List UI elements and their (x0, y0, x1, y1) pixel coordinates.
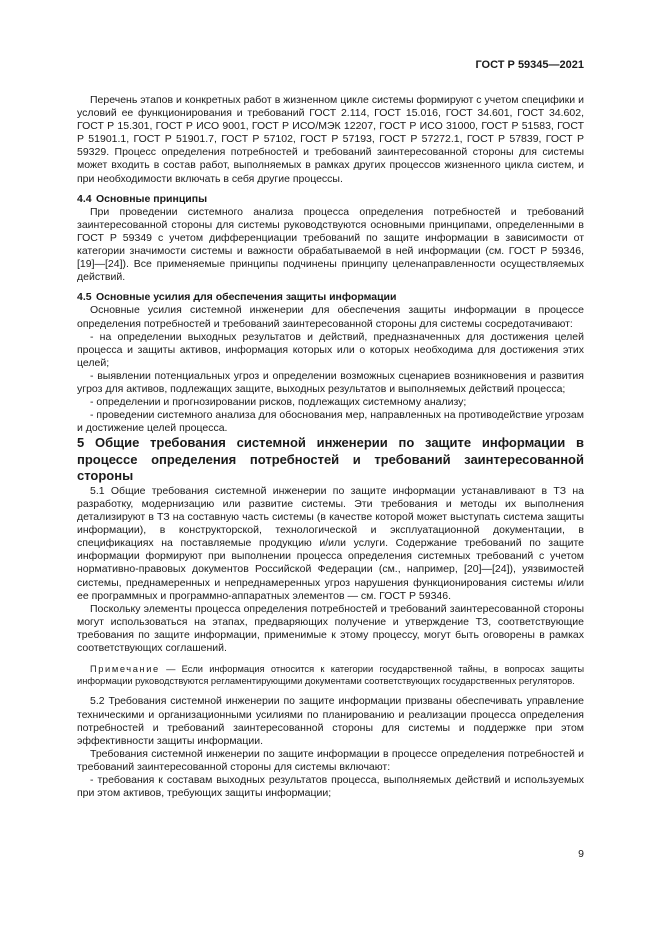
subsection-heading-4-4 (77, 193, 584, 206)
paragraph: 5.2 Требования системной инженерии по защите информации призваны обеспечивать управление техническими и организационными усилиями по планированию и реализации процесса определения потребностей и требований заинтересованной стороны для системы и поддержке при этом эффективности защиты информации. (77, 695, 584, 747)
paragraph: 5.1 Общие требования системной инженерии по защите информации устанавливают в ТЗ на разработку, модернизацию или развитие системы. Эти требования и методы их выполнения детализируют в ТЗ на составную часть системы (в качестве которой может выступать система защиты информации), в конструкторской, технологической и эксплуатационной документации, в спецификациях на поставляемые продукцию и/или услуги. Содержание требований по защите информации формируют при выполнении процесса определения системных требований с учетом нормативно-правовых документов Российской Федерации (см., например, [20]—[24]), уязвимостей системы, преднамеренных и непреднамеренных угроз нарушения функционирования системы и/или ее программных и программно-аппаратных элементов — см. ГОСТ Р 59346. (77, 484, 584, 602)
paragraph: Основные усилия системной инженерии для обеспечения защиты информации в процессе определения потребностей и требований заинтересованной стороны для системы сосредотачивают: (77, 304, 584, 330)
subsection-title: Основные усилия для обеспечения защиты информации (96, 291, 397, 304)
subsection-title: Основные принципы (96, 192, 208, 205)
note-label: Примечание (90, 664, 160, 675)
note (77, 663, 584, 687)
page-number: 9 (578, 848, 584, 860)
note-text: — Если информация относится к категории государственной тайны, в вопросах защиты информации руководствуются регламентирующими документами соответствующих государственных регуляторов. (77, 664, 584, 687)
subsection-heading-4-5 (77, 291, 584, 304)
document-body (77, 94, 584, 800)
section-heading-5: 5 Общие требования системной инженерии по защите информации в процессе определения потребностей и требований заинтересованной стороны (77, 435, 584, 484)
paragraph: Перечень этапов и конкретных работ в жизненном цикле системы формируют с учетом специфики и условий ее функционирования и требований ГОСТ 2.114, ГОСТ 15.016, ГОСТ 34.601, ГОСТ 34.602, ГОСТ Р 15.301, ГОСТ Р ИСО 9001, ГОСТ Р ИСО/МЭК 12207, ГОСТ Р ИСО 31000, ГОСТ Р 51583, ГОСТ Р 51901.1, ГОСТ Р 51901.7, ГОСТ Р 57102, ГОСТ Р 57193, ГОСТ Р 57272.1, ГОСТ Р 57839, ГОСТ Р 59329. Процесс определения потребностей и требований заинтересованной стороны для системы может входить в состав работ, выполняемых в рамках других процессов жизненного цикла систем, и при необходимости включать в себя другие процессы. (77, 94, 584, 185)
list-item: - выявлении потенциальных угроз и определении возможных сценариев возникновения и развития угроз для активов, подлежащих защите, выходных результатов и выполняемых действий процесса; (77, 369, 584, 395)
paragraph: Поскольку элементы процесса определения потребностей и требований заинтересованной стороны могут использоваться на этапах, предваряющих получение и утверждение ТЗ, соответствующие требования по защите информации, применимые к этому процессу, могут быть оговорены в рамках соответствующих соглашений. (77, 602, 584, 654)
list-item: - требования к составам выходных результатов процесса, выполняемых действий и используемых при этом активов, требующих защиты информации; (77, 774, 584, 800)
subsection-number: 4.5 (77, 291, 92, 304)
subsection-number: 4.4 (77, 192, 92, 205)
list-item: - на определении выходных результатов и действий, предназначенных для достижения целей процесса и защиты активов, информация которых или о которых необходима для достижения этих целей; (77, 330, 584, 369)
paragraph: Требования системной инженерии по защите информации в процессе определения потребностей и требований заинтересованной стороны для системы включают: (77, 747, 584, 773)
document-id-header: ГОСТ Р 59345—2021 (475, 59, 584, 71)
list-item: - определении и прогнозировании рисков, подлежащих системному анализу; (90, 396, 467, 409)
list-item: - проведении системного анализа для обоснования мер, направленных на противодействие угрозам и достижение целей процесса. (77, 409, 584, 435)
paragraph: При проведении системного анализа процесса определения потребностей и требований заинтересованной стороны для системы руководствуются основными принципами, определенными в ГОСТ Р 59349 с учетом дифференциации требований по защите информации в зависимости от категории значимости системы и важности обрабатываемой в ней информации (см. ГОСТ Р 59346, [19]—[24]). Все применяемые принципы подчинены принципу целенаправленности осуществляемых действий. (77, 205, 584, 284)
